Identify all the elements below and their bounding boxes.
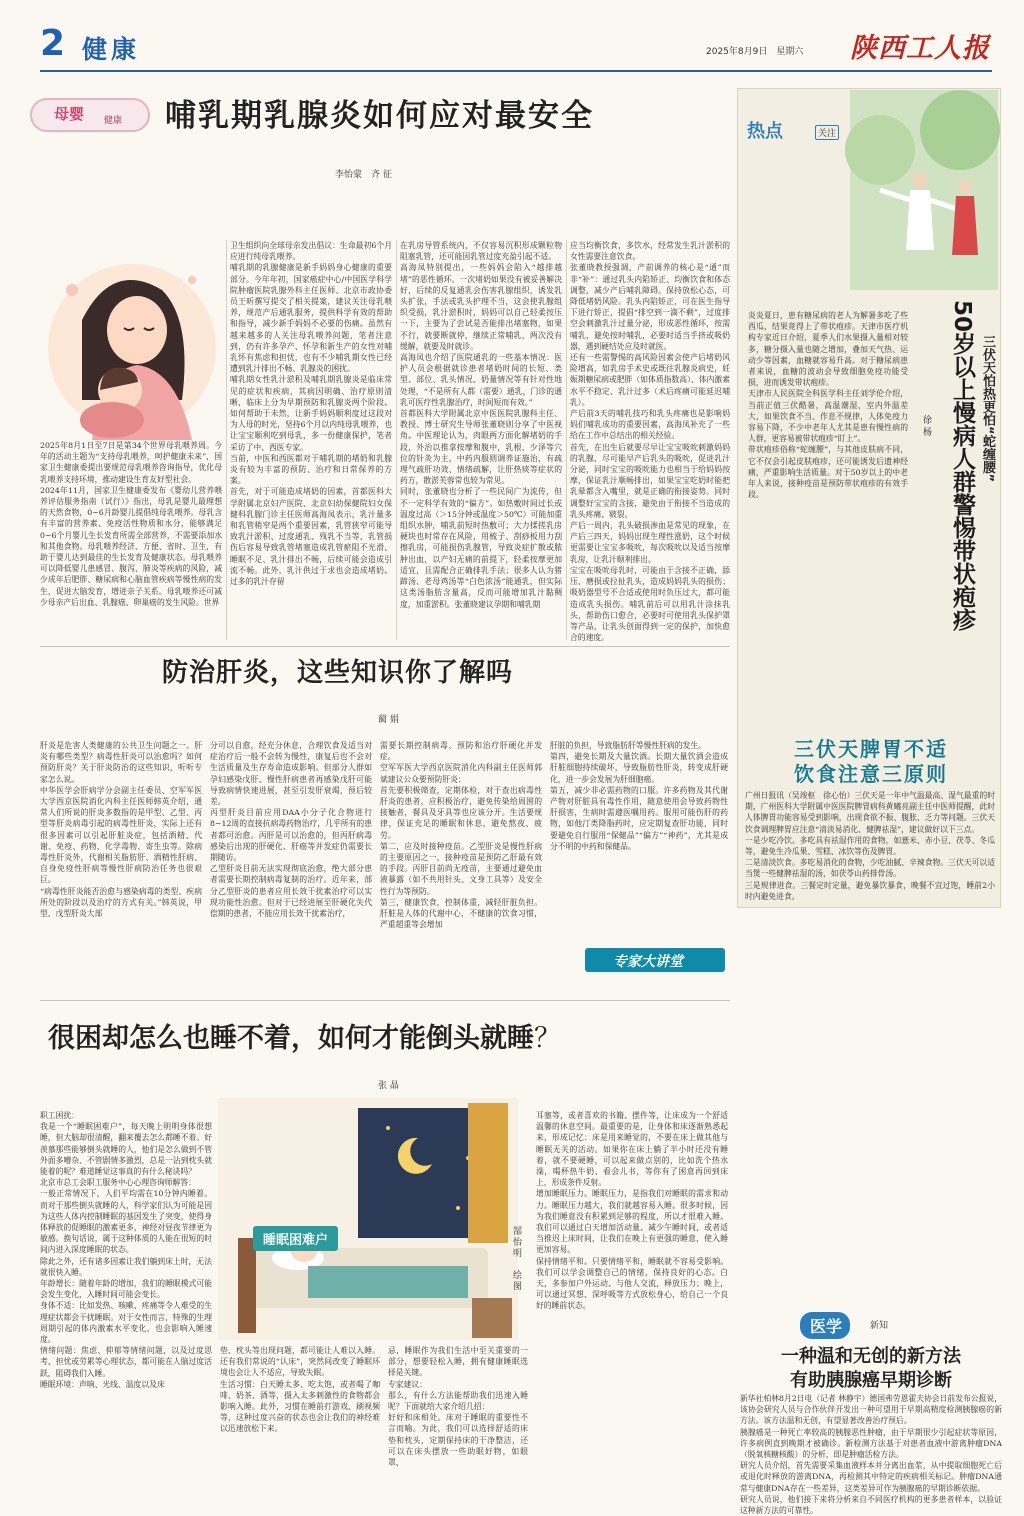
hotspot-tag-sub: 关注 (815, 125, 839, 140)
sidebox3-column: 新华社柏林8月2日电（记者 林静宇）德国弗劳恩霍夫协会日前发布公报说，该协会研究人员与合作伙伴开发出一种可望用于早期高精度检测胰腺癌的新方法。该方法温和无创，有望显著改善治疗预后。 胰腺癌是一种死亡率较高的胰腺恶性肿瘤，由于早期很少引起症状等原因，许多病例直到晚期才被确诊。新检测方法基于对患者血液中游离肿瘤DNA（脱氧核糖核酸）的分析，即是肿瘤活检方法。 研究人员介绍，首先需要采集血液样本并分离出血浆，从中提取细胞死亡后或退化时释放的游离DNA，再检测其中特定的疾病相关标记。肿瘤DNA通常与健康DNA存在一些差异，这类差异可作为胰腺癌的早期诊断依据。 研究人员说，他们接下来将分析来自不同医疗机构的更多患者样本，以验证这种新方法的可靠性。 (740, 1394, 1002, 1516)
sidebar-column: 炎炎夏日，患有糖尿病的老人为解暑多吃了些西瓜，结果竟得上了带状疱疹。天津市医疗机构专家近日介绍，夏季人们水果摄入量相对较多，糖分摄入量也随之增加，叠加天气热、运动少等因素，血糖就容易升高。对于糖尿病患者来说，血糖的波动会导致细胞免疫功能受损，进而诱发带状疱疹。 天津市人民医院全科医学科主任刘学伦介绍，当前正值三伏酷暑，高温潮湿、室内外温差大，如果饮食不当、作息不规律，人体免疫力容易下降，不少中老年人尤其是患有慢性病的人群，更容易被带状疱疹“盯上”。 带状疱疹俗称“蛇缠腰”，与其他皮肤病不同，它不仅会引起皮肤疱疹，还可能诱发后遗神经痛，严重影响生活质量。对于50岁以上的中老年人来说，接种疫苗是预防带状疱疹的有效手段。 (748, 311, 908, 500)
article1-title: 哺乳期乳腺炎如何应对最安全 (165, 98, 594, 134)
section-divider (40, 646, 730, 647)
nightstand (472, 1298, 512, 1338)
column-divider (226, 240, 227, 640)
article1-column-4: 应当均衡饮食，多饮水，经常发生乳汁淤积的女性需要注意饮食。 张董晓教授强调，产前调养的核心是“通”而非“补”：通过乳头内陷矫正、均衡饮食和体态调整，减少产后哺乳障碍。保持放松心态，可降低堵奶风险。乳头内陷矫正，可在医生指导下进行矫正，提倡“排空到一滴不剩”，过度排空会刺激乳汁过量分泌，形成恶性循环，按需哺乳，避免按时哺乳，必要时适当手挤或吸奶器，遇到硬结处应及时就医。 还有一些需警惕的高风险因素会使产后堵奶风险增高，如乳房手术史或既往乳腺炎病史，妊娠期糖尿病或肥胖（如体质指数高）、体内激素水平不稳定、乳汁过多（术后疼痛可能延迟哺乳）。 产后前3天的哺乳技巧和乳头疼痛也是影响妈妈们哺乳成功的重要因素，高海凤补充了一些给在工作中总结出的相关经验。 首先，在出生后就要尽早让宝宝吸吮刺激妈妈的乳腺，尽可能早产后乳头的吸吮，促进乳汁分泌，同时宝宝的吸吮能力也相当于给妈妈按摩，保证乳汁顺畅排出，如果宝宝吃奶时能把乳晕都含入嘴里，就是正确的衔接姿势。同时调整好宝宝的含接，避免由于衔接不当造成的乳头疼痛、皲裂。 产后一周内，乳头破损渗血是常见的现象，在产后三四天，妈妈出现生理性涨奶，这个时候更需要让宝宝多吸吮，每次吸吮以及适当按摩乳房，让乳汁顺利排出。 宝宝在吸吮母乳时，可能由于含接不正确，舔压、磨损或拉扯乳头，造成妈妈乳头的损伤；吸奶器型号不合适或使用时负压过大，都可能造成乳头损伤。哺乳前后可以用乳汁涂抹乳头，帮助伤口愈合，必要时可使用乳头保护罩等产品，让乳头创面得到一定的保护，加快愈合的速度。 (570, 241, 730, 643)
article2-column-3: 需要长期控制病毒、预防和治疗肝硬化并发症。 空军军医大学西京医院消化内科副主任医师郭斌建议公众要预防肝炎： 首先要积极筛查，定期体检，对于查出病毒性肝炎的患者，应积极治疗，避免传染给周围的接触者，餐具及牙具等也应该分开。生活要规律，保证充足的睡眠和休息，避免熬夜、疲劳。 第二，应及时接种疫苗。乙型肝炎是慢性肝病的主要原因之一，接种疫苗是预防乙肝最有效的手段。丙肝目前尚无疫苗，主要通过避免血液暴露（如不共用针头、文身工具等）及安全性行为等预防。 第三，健康饮食，控制体重，减轻肝脏负担。肝脏是人体的代谢中心，不健康的饮食习惯，严重超重等会增加 (380, 741, 542, 930)
star-icon (386, 1126, 390, 1130)
sidebar-title: 50岁以上慢病人群警惕带状疱疹 (949, 300, 975, 632)
newspaper-logo: 陕西工人报 (850, 33, 990, 64)
person-head (958, 179, 972, 193)
illus-dot (188, 276, 196, 284)
medicine-tag-sub: 新知 (870, 1321, 889, 1331)
page-number: 2 (40, 23, 66, 64)
sidebox3-title-line2: 有助胰腺癌早期诊断 (790, 1370, 952, 1391)
article2-column-2: 分可以自愈，经充分休息，合理饮食及适当对症治疗后一般不会转为慢性，康复后也不会对生活质量及生存寿命造成影响。但部分人群如孕妇感染戊肝、慢性肝病患者再感染戊肝可能导致病情快速进展，甚至引发肝衰竭，预后较差。 丙型肝炎目前应用DAA小分子化合物进行8~12周的直接抗病毒药物治疗，几乎所有的患者都可治愈。丙肝是可以治愈的，但丙肝病毒感染后出现的肝硬化、肝癌等并发症仍需要长期随访。 乙型肝炎目前无法实现彻底治愈，绝大部分患者需要长期控制病毒复制的治疗。近年来，部分乙型肝炎的患者应用长效干扰素治疗可以实现功能性治愈。但对于已经进展至肝硬化失代偿期的患者，不能应用长效干扰素治疗， (210, 741, 372, 919)
sidebox2-column: 广州日报讯（吴竣枢 徐心怡）三伏天是一年中气温最高、湿气最重的时期，广州医科大学附属中医医院脾胃病科黄曦亮副主任中医师提醒，此时人体脾胃功能容易受到影响，出现食欲不振、腹胀、乏力等问题。三伏天饮食调理脾胃应注意“清淡易消化、健脾祛湿”，建议做好以下三点。 一是少吃冷饮。多吃具有祛湿作用的食物，如薏米、赤小豆、茯苓、冬瓜等，避免生冷瓜果、雪糕、冰饮等伤及脾胃。 二是清淡饮食。多吃易消化的食物，少吃油腻、辛辣食物。三伏天可以适当煲一些健脾祛湿的汤，如茯苓山药排骨汤。 三是规律进食。三餐定时定量，避免暴饮暴食，晚餐不宜过饱，睡前2小时内避免进食。 (745, 791, 995, 901)
person-body (952, 196, 978, 255)
article2-author: 蔺 娟 (378, 715, 399, 725)
article3-title-question: ？ (534, 1023, 561, 1054)
badge-label: 母婴 (54, 105, 85, 123)
sidebox2-title-line1: 三伏天脾胃不适 (794, 737, 948, 761)
illus-dot (66, 284, 78, 296)
badge-sublabel: 健康 (104, 116, 123, 126)
column-divider (566, 240, 567, 640)
baby-wrap (80, 402, 144, 438)
article2-title: 防治肝炎，这些知识你了解吗 (162, 658, 514, 688)
expert-lecture-badge: 专家大讲堂 (585, 948, 725, 972)
column-divider (396, 240, 397, 640)
tree-foliage (920, 90, 1000, 170)
sleep-illustration (218, 1098, 518, 1340)
hotspot-tag: 热点 (747, 121, 783, 142)
sidebox2-title-line2: 饮食注意三原则 (794, 762, 948, 786)
article3-column-2: 垫、枕头等出现问题，都可能让人难以入睡。还有我们常说的“认床”，突然间改变了睡眠环境也会让人不适应，导致失眠。 生活习惯：白天睡太多、吃太饱，或者喝了咖啡、奶茶、酒等，摄入太多刺激性的食物都会影响入睡。此外，习惯在睡前打游戏、刷视频等，这种过度兴奋的状态也会让我们的神经难以迅速放松下来。 (220, 1346, 380, 1434)
mother-baby-illustration (42, 250, 222, 438)
sidebox3-title-line1: 一种温和无创的新方法 (781, 1346, 961, 1367)
article3-title (48, 1016, 561, 1055)
article1-column-2: 卫生组织向全球母亲发出倡议：生命最初6个月应进行纯母乳喂养。 哺乳期的乳腺健康是新手妈妈身心健康的重要部分。今年年初，国家癌症中心/中国医学科学院肿瘤医院乳腺外科主任医师、北京市政协委员王昕撰写提交了相关提案，建议关注母乳喂养，规范产后通乳服务，提供科学有效的帮助和指导，减少新手妈妈不必要的伤痛。虽然有越来越多的人关注母乳喂养问题，笔者注意到，仍有许多孕产、怀孕和新生产的女性对哺乳怀有焦虑和担忧，也有不少哺乳期女性已经遭到乳汁排出不畅、乳腺炎的困扰。 哺乳期女性乳汁淤积及哺乳期乳腺炎是临床常见的症状和疾病，其病因明确、治疗原则清晰，临床上分为早期预防和乳腺炎两个阶段。如何帮助于未然，让新手妈妈顺利度过这段对为人母的时光，坚持6个月以内纯母乳喂养，也让宝宝顺利吃到母乳，多一份健康保护，笔者采访了中、西医专家。 当前，中医和西医都对于哺乳期的堵奶和乳腺炎有较为丰富的预防、治疗和日常保养的方案。 首先，对于可能造成堵奶的因素，首都医科大学附属北京妇产医院、北京妇幼保健院妇女保健科乳腺门诊主任医师高海凤表示，乳汁量多和乳管稍窄是两个重要因素，乳管狭窄可能导致乳汁淤积、过度通乳、残乳不当等、乳管损伤后容易导致乳管堵塞造成乳管瘀阻不光滑、睡眠不足、乳汁排出不畅，后续可能会造成引流不畅。此外，乳汁供过于求也会造成堵奶。过多的乳汁存留 (230, 241, 392, 587)
blanket (308, 1266, 468, 1298)
article1-column-1: 2025年8月1日至7日是第34个世界母乳喂养周。今年的活动主题为“支持母乳喂养，呵护健康未来”，国家卫生健康委提出要规范母乳喂养咨询指导，优化母乳喂养支持环境，推动建设生育友好型社会。 2024年11月，国家卫生健康委发布《婴幼儿营养喂养评估服务指南（试行）》指出，母乳是婴儿最理想的天然食物，0~6月龄婴儿提倡纯母乳喂养。母乳含有丰富的营养素、免疫活性物质和水分，能够满足0~6个月婴儿生长发育所需全部营养，不需要添加水和其他食物。母乳喂养经济、方便、省时、卫生，有助于婴儿达到最佳的生长发育及健康状态。母乳喂养可以降低婴儿患感冒、腹泻、肺炎等疾病的风险，减少成年后肥胖、糖尿病和心脑血管疾病等慢性病的发生，促进大脑发育，增进亲子关系。母乳喂养还可减少母亲产后出血、乳腺癌、卵巢癌的发生风险。世界 (40, 441, 222, 607)
header-rule (40, 70, 992, 72)
article3-title-text: 很困却怎么也睡不着，如何才能倒头就睡 (48, 1023, 534, 1054)
curtain (468, 1103, 508, 1243)
article3-column-1: 职工困扰： 我是一个“睡眠困难户”，每天晚上明明身体很想睡，但大脑却很清醒，翻来覆去怎么都睡不着。好羡慕那些能够倒头就睡的人，他们是怎么做到不管外面多嘈杂、不管剧情多激烈，总是一沾到枕头就能着的呢？难道睡觉这事真的有什么秘诀吗？ 北京市总工会职工服务中心心理咨询师解答： 一般正常情况下，人们平均需在10分钟内睡着。而对于那些倒头就睡的人，科学家们认为可能是因为这些人体内控制睡眠的基因发生了突变，使得身体释放的促睡眠的激素更多，神经对昼夜节律更为敏感。换句话说，属于这种体质的人能在很短的时间内进入深度睡眠的状态。 除此之外，还有诸多因素让我们躺到床上时，无法就很快入睡。 年龄增长：随着年龄的增加，我们的睡眠模式可能会发生变化，入睡时间可能会变长。 身体不适：比如发热、咳嗽、疼痛等令人难受的生理症状都会干扰睡眠。对于女性而言，特殊的生理周期引起的体内激素水平变化，也会影响入睡速度。 情绪问题：焦虑、抑郁等情绪问题，以及过度思考、担忧或劳累等心理状态，都可能在人脑过度活跃，阻碍我们入睡。 睡眠环境：声响、光线、温度以及床 (40, 1111, 212, 1389)
article1-author: 李怡蒙 齐 征 (335, 170, 392, 180)
mother-face (107, 296, 167, 364)
bed-headboard (238, 1238, 256, 1333)
issue-date: 2025年8月9日 星期六 (706, 47, 804, 57)
medicine-tag: 医学 (800, 1312, 850, 1339)
person-head (912, 172, 928, 188)
sidebar-subtitle: 三伏天怕热更怕“蛇缠腰” (980, 335, 995, 483)
section-divider (40, 1000, 730, 1001)
section-title: 健康 (82, 35, 141, 64)
sidebar-author: 徐 杨 (921, 415, 931, 436)
tree-foliage (845, 115, 915, 185)
article2-column-1: 肝炎是危害人类健康的公共卫生问题之一。肝炎有哪些类型？病毒性肝炎可以治愈吗？如何预防肝炎？关于肝炎防治的这些知识，听听专家怎么说。 中华医学会肝病学分会副主任委员、空军军医大学西京医院消化内科主任医师韩英介绍，通常人们所说的肝炎多数指的是甲型、乙型、丙型等肝炎病毒引起的病毒性肝炎，实际上还有很多因素可以引起肝脏炎症，包括酒精、代谢、免疫、药物、化学毒物、寄生虫等。除病毒性肝炎外，代谢相关脂肪肝、酒精性肝病、自身免疫性肝病等慢性肝病防治任务也很艰巨。 “病毒性肝炎能否治愈与感染病毒的类型、疾病所处的阶段以及治疗的方式有关。”韩英说，甲型、戊型肝炎大部 (40, 741, 202, 919)
article3-column-3: 忌，睡眠作为我们生活中至关重要的一部分，想要轻松入睡，拥有健康睡眠选择是关键。 专家建议： 那么，有什么方法能帮助我们迅速入睡呢？下面就给大家介绍几招： 好好和床相处。床对于睡眠的重要性不言而喻。为此，我们可以选择舒适的床垫和枕头，定期保持床的干净整洁，还可以在床头摆放一些助眠好物，如眼罩、 (388, 1346, 528, 1468)
mother-baby-badge (30, 98, 150, 132)
article1-column-3: 在乳房导管系统内，不仅容易沉积形成颗粒物阻塞乳管，还可能因乳管过度充盈引起不适。 高海凤特别提出，一些妈妈会陷入“越排越堵”的恶性循环。一次堵奶如果没有被妥善解决好，后续的反复通乳会伤害乳腺组织，诱发乳头扩张，手法或乳头护理不当，这会使乳腺组织受损，乳汁淤积时，妈妈可以自己轻柔按压一下，主要为了尝试是否能排出堵塞物，如果不行，就要断就停，继续正常哺乳，两次没有缓解，就要及时就诊。 高海凤也介绍了医院通乳的一些基本情况：医护人员会根据就诊患者堵奶时间的长短、类型、部位、乳头情况、奶量情况等有针对性地处理，“不是所有人都（需要）通乳，门诊的通乳可医疗性乳腺治疗，时间短而有效。” 首都医科大学附属北京中医医院乳腺科主任、教授、博士研究生导师张董晓则分享了中医视角。中医理论认为，肉眼两方面化解堵奶的手段，外治以推拿按摩和腹中，乳根、少泽等穴位的针灸为主，中药内服则调养证施治，有疏理气疏肝功效、情绪疏解，让肝热痰等症状的药方，散淤芙蓉常也较为常见。 同时，张董晓也分析了一些民间广为流传，但不一定科学有效的“偏方”。如热敷时间过长或温度过高（＞15分钟或温度＞50℃）可能加重组织水肿，哺乳前短时热敷可；大力揉搓乳房硬块也时常存在风险，用梳子、刮痧板用力刮擦乳房，可能损伤乳腺管，导致炎症扩散或脓肿出血，以产妇无痛的前提下，轻柔按摩更加适宜，且需配合正确排乳手法；很多人认为猪蹄汤、老母鸡汤等“白色浓汤”能通乳，但实际这类汤脂肪含量高，反而可能增加乳汁黏稠度，加重淤积。张董晓建议孕期和哺乳期 (400, 241, 562, 609)
article3-column-4: 耳塞等，或者喜欢的书籍、摆件等，让床成为一个舒适温馨的休息空间。最重要的是，让身体和床逐渐熟悉起来，形成记忆：床是用来睡觉的，不要在床上做其他与睡眠无关的活动。如果你在床上躺了半小时还没有睡着，就不要硬睡，可以起来做点别的，比如洗个热水澡，喝杯热牛奶、看会儿书，等你有了困意再回到床上，形成条件反射。 增加睡眠压力。睡眠压力，是指我们对睡眠的需求和动力。睡眠压力越大，我们就越容易入睡。很多时候，因为我们睡意没有积累到足够的程度，所以才很难入睡。我们可以通过白天增加活动量、减少午睡时间，或者适当推迟上床时间，让我们在晚上有更强的睡意，使入睡更加容易。 保持情绪平和。只要情绪平和，睡眠就不容易受影响。我们可以学会调整自己的情绪，保持良好的心态。白天，多参加户外运动、与他人交流，释放压力；晚上，可以通过冥想、深呼吸等方式放松身心，给自己一个良好的睡前状态。 (536, 1111, 728, 1311)
article2-column-4: 肝脏的负担，导致脂肪肝等慢性肝病的发生。 第四，避免长期及大量饮酒。长期大量饮酒会造成肝脏细胞持续破坏，导致脂肪性肝炎，转变成肝硬化，进一步会发展为肝细胞癌。 第五，减少非必需药物的口服。许多药物及其代谢产物对肝脏具有毒性作用，随意使用会导致药物性肝损害，生病时需遵医嘱用药。服用可能伤肝的药物，如他汀类降脂药时，应定期复查肝功能，同时要避免自行服用“保健品”“偏方”“神药”，尤其是成分不明的中药和保健品。 (550, 741, 728, 851)
star-icon (456, 1206, 460, 1210)
article3-author: 张 晶 (378, 1081, 399, 1091)
taichi-photo (850, 90, 998, 290)
illustration-credit: 郜怡明 绘图 (511, 1226, 521, 1292)
illustration-label: 睡眠困难户 (253, 1226, 338, 1251)
